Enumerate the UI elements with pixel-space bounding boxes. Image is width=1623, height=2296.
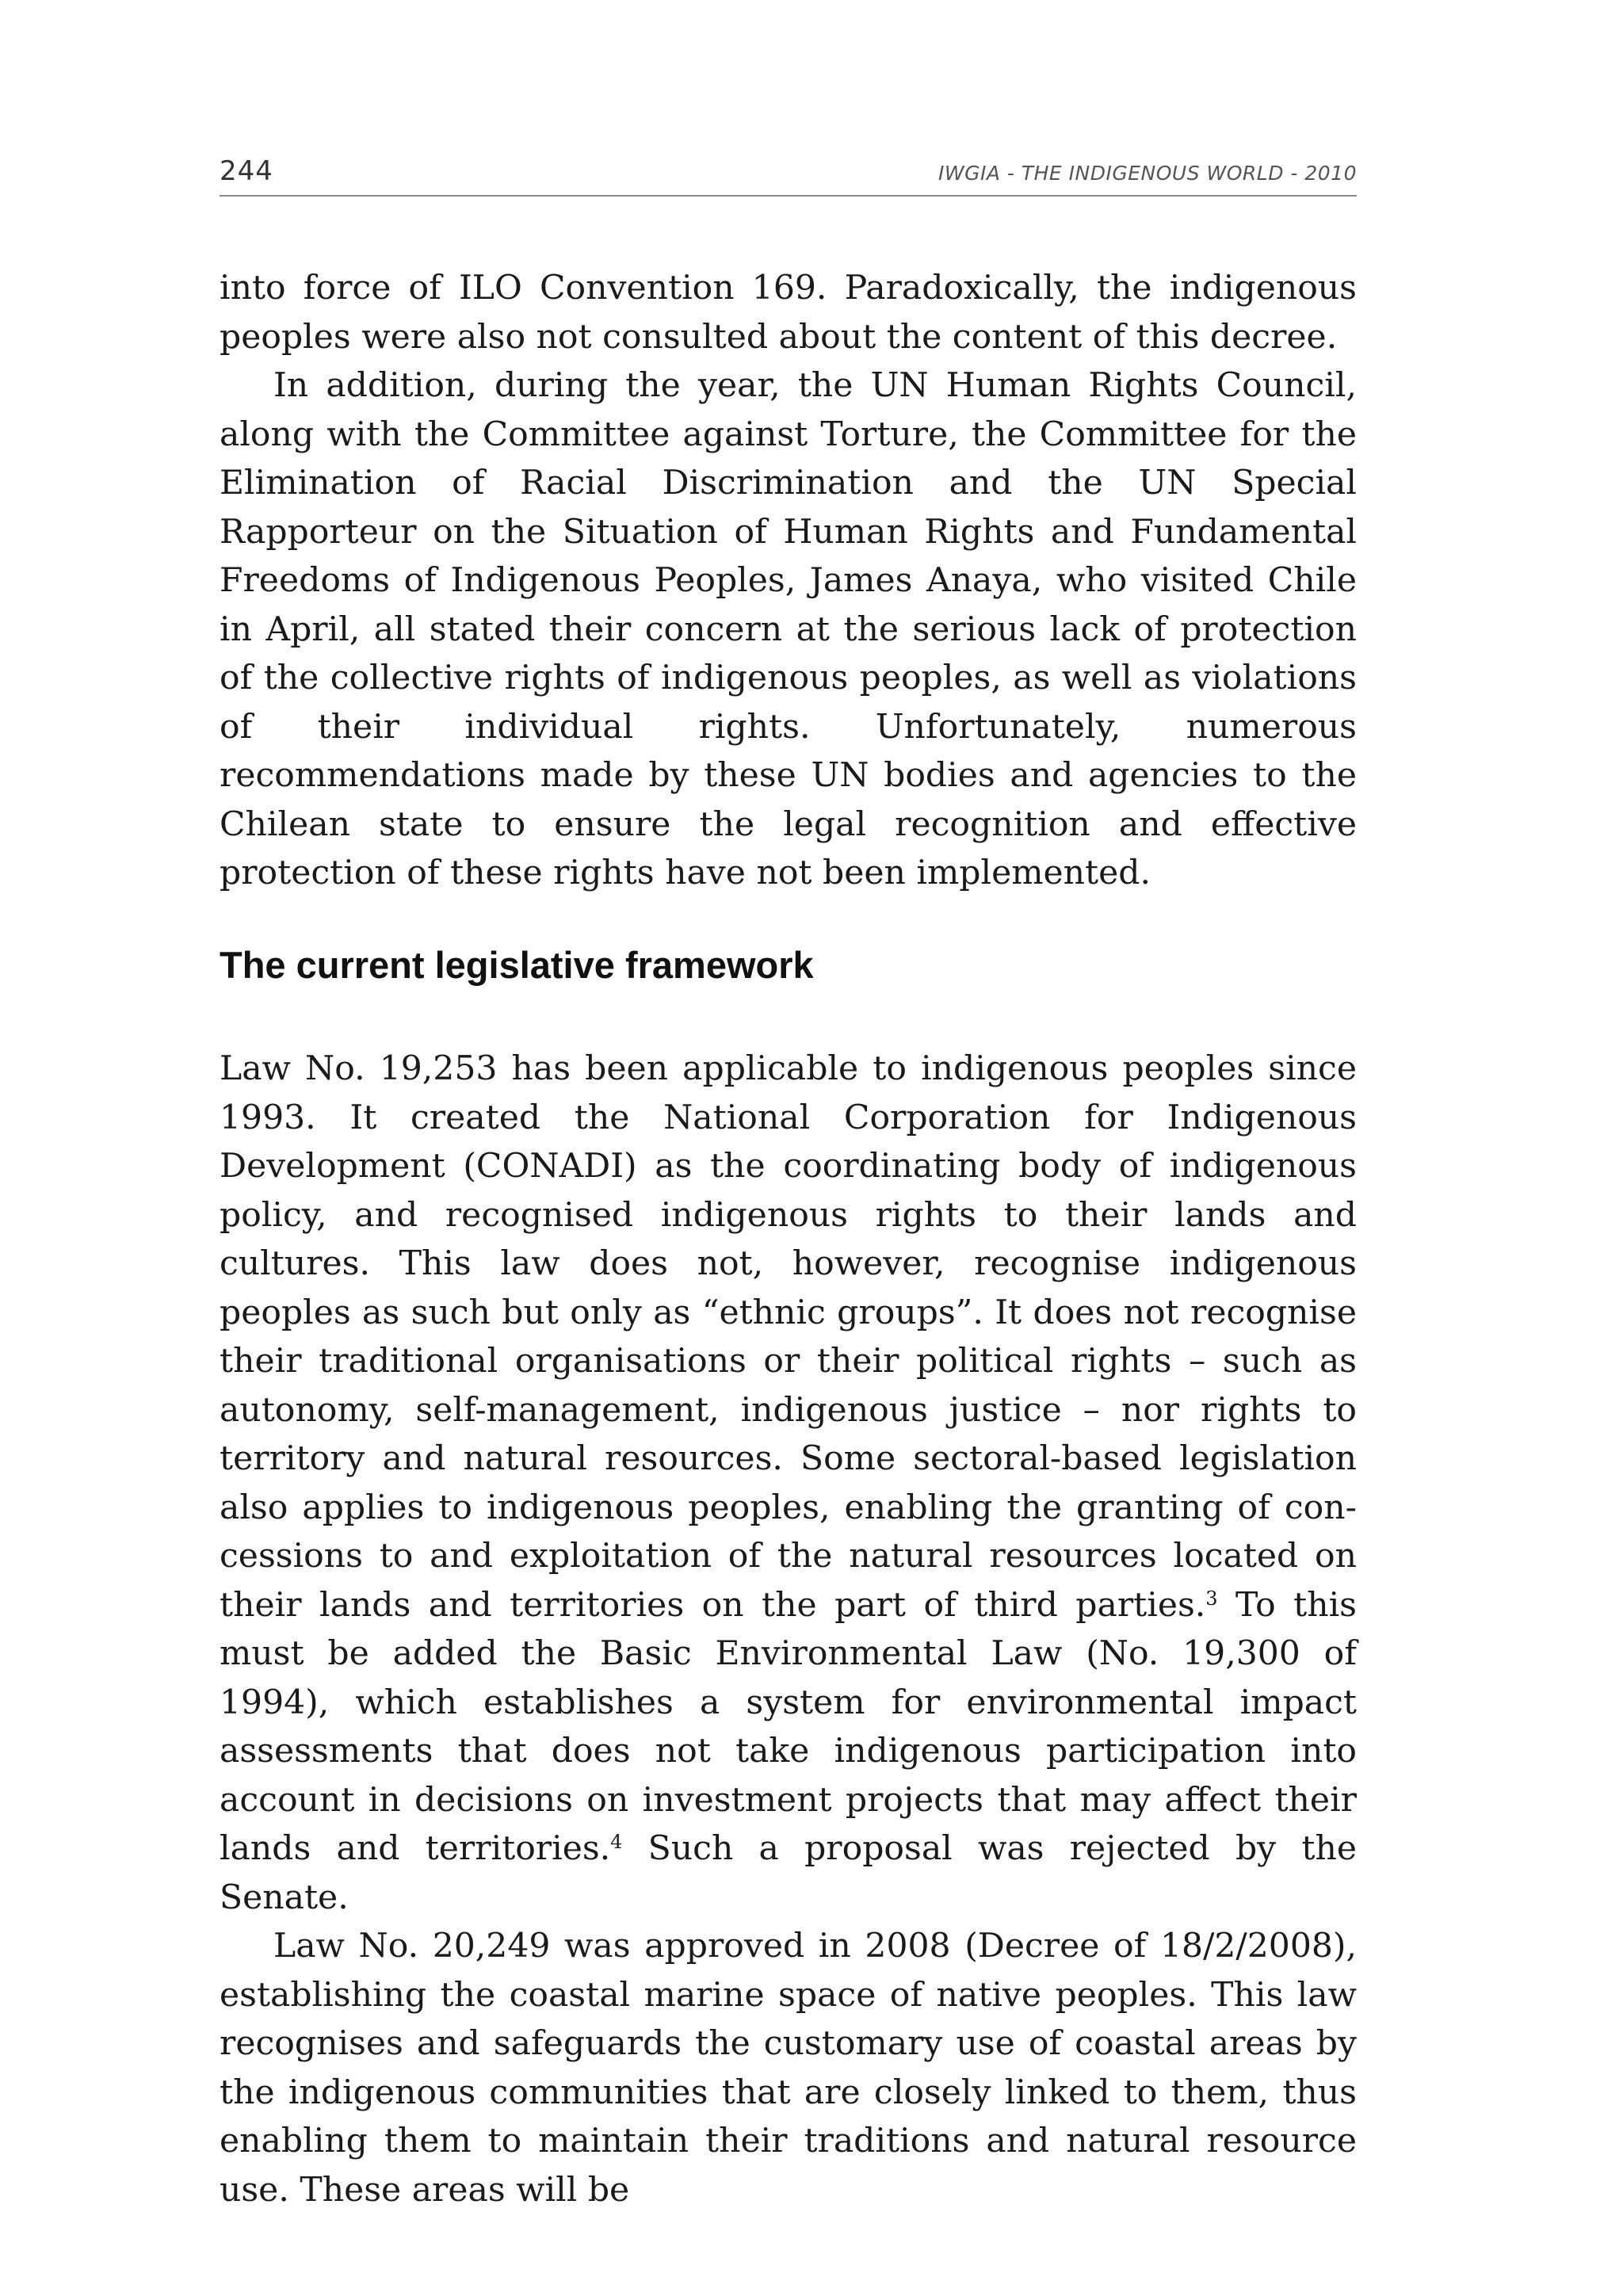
paragraph-text-b: To this must be added the Basic Environmental Law (No. 19,300 of 1994), which establishes a system for environmental impact assessments that does not take indigenous participation into account in decisions on investment projects that may affect their lands and territories. [220,1585,1357,1868]
paragraph-text-c: Such a proposal was rejected by the Senate. [220,1829,1357,1917]
page-number: 244 [220,155,273,187]
paragraph-text-a: Law No. 19,253 has been applicable to indigenous peoples since 1993. It created the National Corporation for Indigenous Development (CONADI) as the coordinating body of indigenous policy, and recognised indigenous rights to their lands and cultures. This law does not, however, recognise indigenous peoples as such but only as “ethnic groups”. It does not recognise their traditional organisations or their political rights – such as autonomy, self-management, indigenous justice – nor rights to territory and natural resources. Some sectoral-based legislation also applies to indigenous peoples, enabling the granting of concessions to and exploitation of the natural resources located on their lands and territories on the part of third parties. [220,1049,1357,1625]
footnote-ref-3[interactable]: 3 [1205,1587,1218,1610]
body-section-1 [220,264,1357,898]
body-section-2 [220,1045,1357,2214]
paragraph-un-concern: In addition, during the year, the UN Human Rights Council, along with the Committee against Torture, the Committee for the Elimination of Racial Discrimination and the UN Special Rapporteur on the Situation of Human Rights and Fundamental Freedoms of Indigenous Peoples, James Anaya, who visited Chile in April, all stated their concern at the serious lack of protection of the collective rights of indigenous peoples, as well as violations of their individual rights. Unfortunately, numerous recommendations made by these UN bodies and agencies to the Chilean state to ensure the legal recognition and effective protection of these rights have not been implemented. [220,366,1357,892]
paragraph-continued: into force of ILO Convention 169. Paradoxically, the indigenous peoples were also not consulted about the content of this decree. [220,269,1357,357]
footnote-ref-4[interactable]: 4 [610,1831,623,1853]
paragraph-law-20249: Law No. 20,249 was approved in 2008 (Decree of 18/2/2008), establishing the coastal marine space of native peoples. This law recognises and safeguards the customary use of coastal areas by the indigenous communities that are closely linked to them, thus enabling them to maintain their traditions and natural resource use. These areas will be [220,1927,1357,2210]
running-header [220,155,1357,197]
running-title: IWGIA - THE INDIGENOUS WORLD - 2010 [938,162,1357,185]
paragraph-law-19253 [220,1045,1357,1922]
section-heading: The current legislative framework [220,944,814,986]
